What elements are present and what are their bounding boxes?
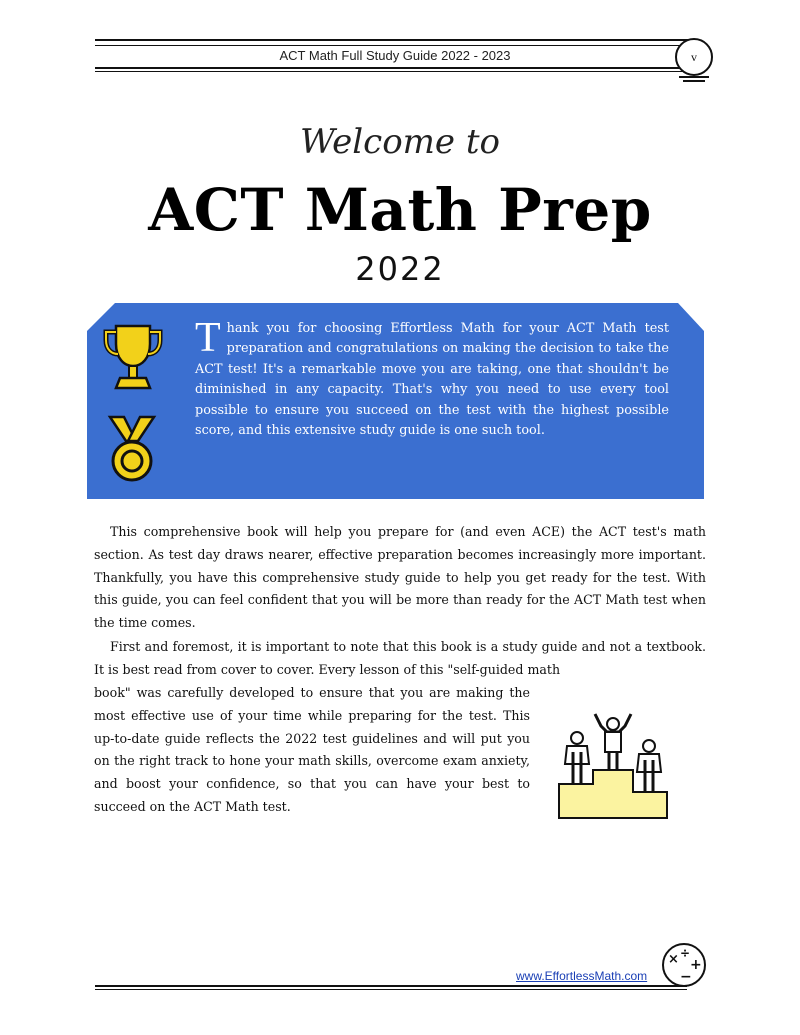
header-rule-top (95, 39, 688, 41)
svg-text:÷: ÷ (680, 946, 691, 960)
page-badge-stand (679, 76, 709, 82)
header-rule-bottom-thin (95, 71, 688, 72)
footer-rule (95, 985, 687, 987)
footer-website-link[interactable]: www.EffortlessMath.com (516, 969, 648, 983)
intro-paragraph: hank you for choosing Effortless Math for your ACT Math test preparation and congratulations on making the decision to take the ACT test! It's a remarkable move you are taking, one that shouldn't be diminished in any capacity. That's why you need to use every tool possible to ensure you succeed on the test with the highest possible score, and this extensive study guide is one such tool. (195, 321, 669, 439)
svg-text:+: + (690, 957, 702, 973)
intro-text-block (195, 315, 669, 441)
footer-rule-thin (95, 989, 687, 990)
body-paragraph-1: This comprehensive book will help you prepare for (and even ACE) the ACT test's math section. As test day draws nearer, effective preparation becomes increasingly more important. Thankfully, you have this comprehensive study guide to help you get ready for the test. With this guide, you can feel confident that you will be more than ready for the ACT Math test when the time comes. (94, 524, 706, 631)
svg-text:−: − (680, 969, 692, 985)
header-rule-bottom (95, 67, 688, 69)
trophy-icon (100, 320, 166, 392)
header-title: ACT Math Full Study Guide 2022 - 2023 (279, 48, 511, 63)
podium-winners-icon (557, 712, 670, 820)
medal-icon (106, 415, 158, 483)
page-number: v (675, 38, 713, 76)
body-paragraph-2: First and foremost, it is important to note that this book is a study guide and not a textbook. It is best read from cover to cover. Every lesson of this "self-guided math (94, 639, 706, 677)
drop-cap: T (195, 315, 221, 361)
welcome-heading: Welcome to (300, 122, 500, 162)
body-paragraph-3: book" was carefully developed to ensure that you are making the most effective use of your time while preparing for the test. This up-to-date guide reflects the 2022 test guidelines and will put you on the right track to hone your math skills, overcome exam anxiety, and boost your confidence, so that you can have your best to succeed on the ACT Math test. (94, 685, 530, 814)
svg-text:×: × (668, 952, 679, 967)
header-rule-top-thin (95, 45, 688, 46)
page-title: ACT Math Prep (148, 176, 652, 244)
title-year: 2022 (355, 250, 445, 288)
math-operators-logo-icon (658, 941, 708, 989)
